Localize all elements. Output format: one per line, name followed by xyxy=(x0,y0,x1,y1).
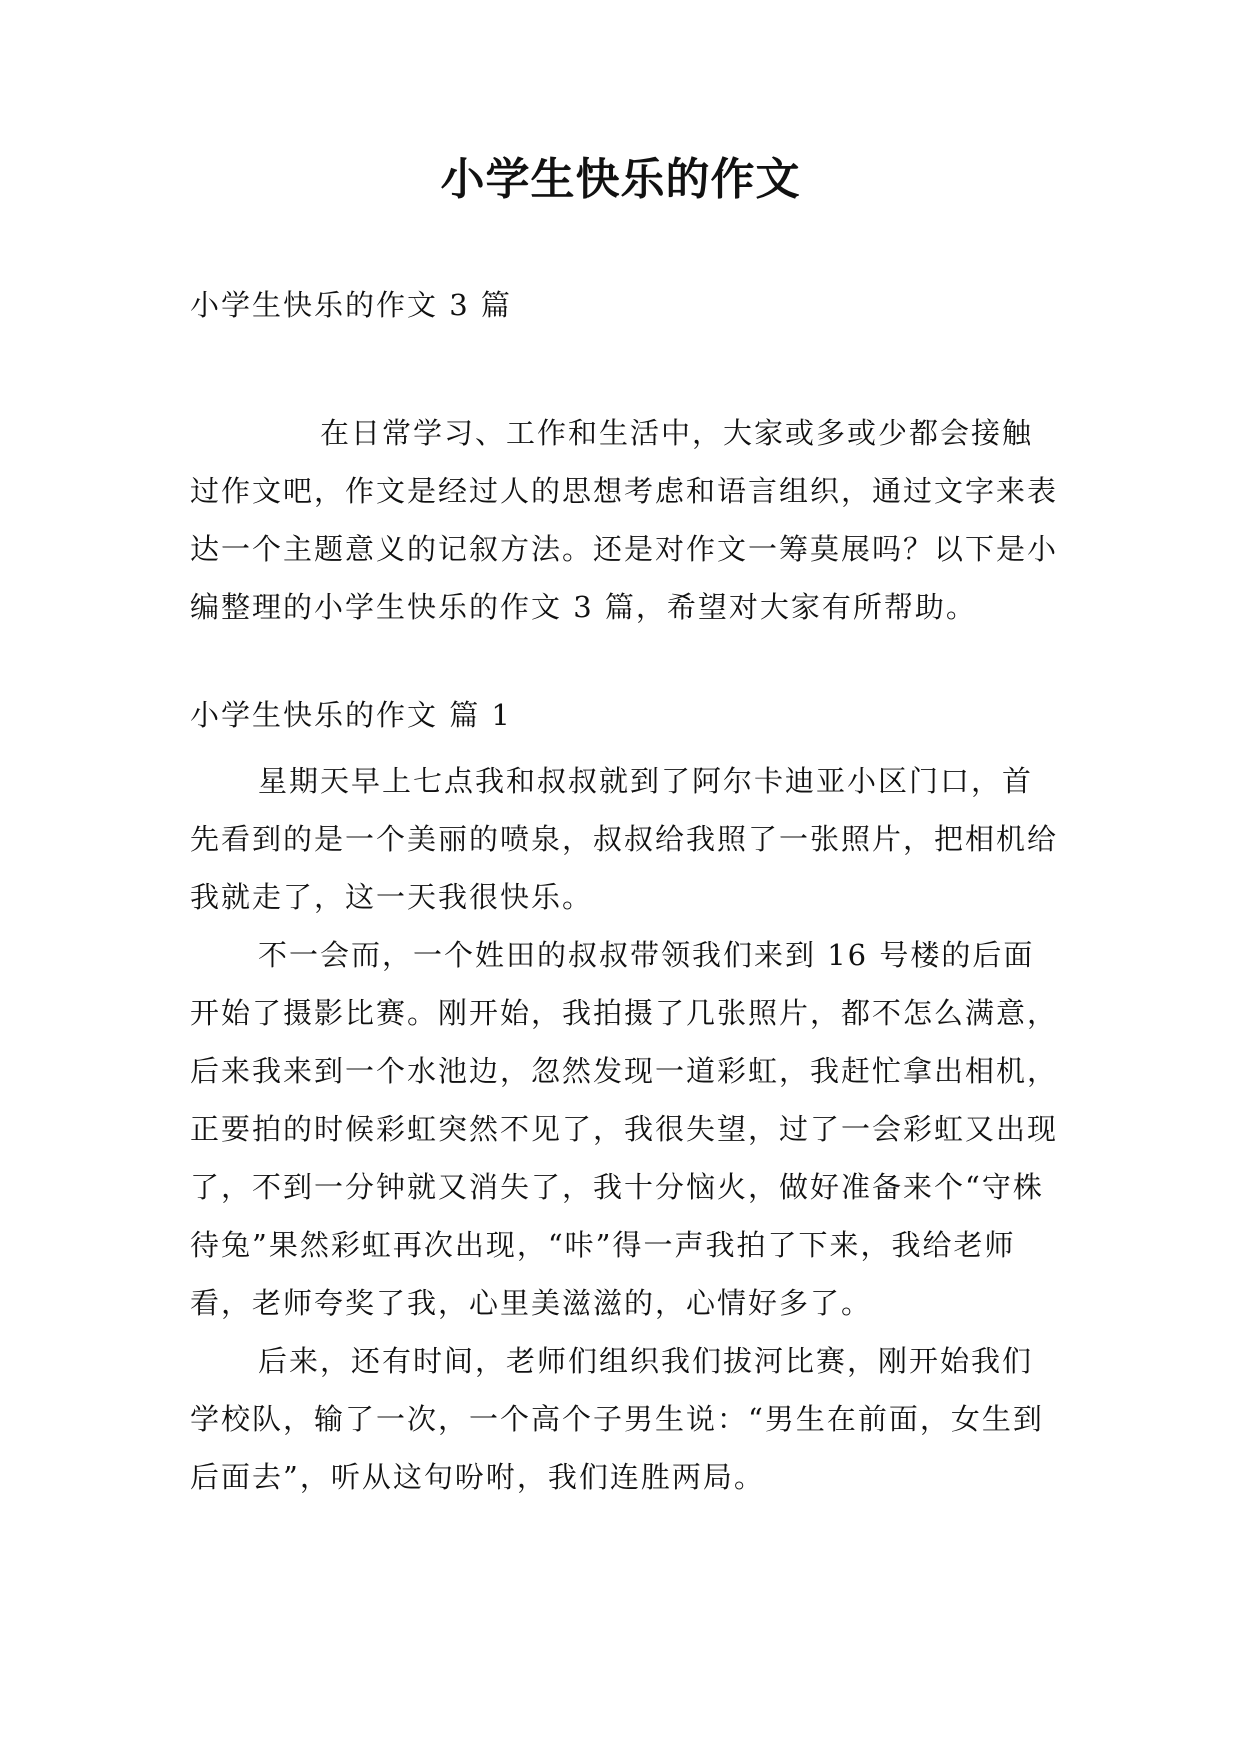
essay-paragraph-3: 后来，还有时间，老师们组织我们拔河比赛，刚开始我们学校队，输了一次，一个高个子男生说：“男生在前面，女生到后面去”，听从这句吩咐，我们连胜两局。 xyxy=(190,1344,1044,1494)
essay-paragraph-2: 不一会而，一个姓田的叔叔带领我们来到 16 号楼的后面开始了摄影比赛。刚开始，我拍摄了几张照片，都不怎么满意，后来我来到一个水池边，忽然发现一道彩虹，我赶忙拿出相机，正要拍的时候彩虹突然不见了，我很失望，过了一会彩虹又出现了，不到一分钟就又消失了，我十分恼火，做好准备来个“守株待兔”果然彩虹再次出现，“咔”得一声我拍了下来，我给老师看，老师夸奖了我，心里美滋滋的，心情好多了。 xyxy=(190,938,1059,1320)
document-title: 小学生快乐的作文 xyxy=(440,154,801,205)
document-subtitle: 小学生快乐的作文 3 篇 xyxy=(190,288,512,322)
section-heading: 小学生快乐的作文 篇 1 xyxy=(190,698,512,732)
essay-paragraph-1: 星期天早上七点我和叔叔就到了阿尔卡迪亚小区门口，首先看到的是一个美丽的喷泉，叔叔给我照了一张照片，把相机给我就走了，这一天我很快乐。 xyxy=(190,764,1059,914)
essay-body xyxy=(190,752,1060,1506)
intro-paragraph: 在日常学习、工作和生活中，大家或多或少都会接触过作文吧，作文是经过人的思想考虑和语言组织，通过文字来表达一个主题意义的记叙方法。还是对作文一筹莫展吗？以下是小编整理的小学生快乐的作文 3 篇，希望对大家有所帮助。 xyxy=(190,416,1059,624)
